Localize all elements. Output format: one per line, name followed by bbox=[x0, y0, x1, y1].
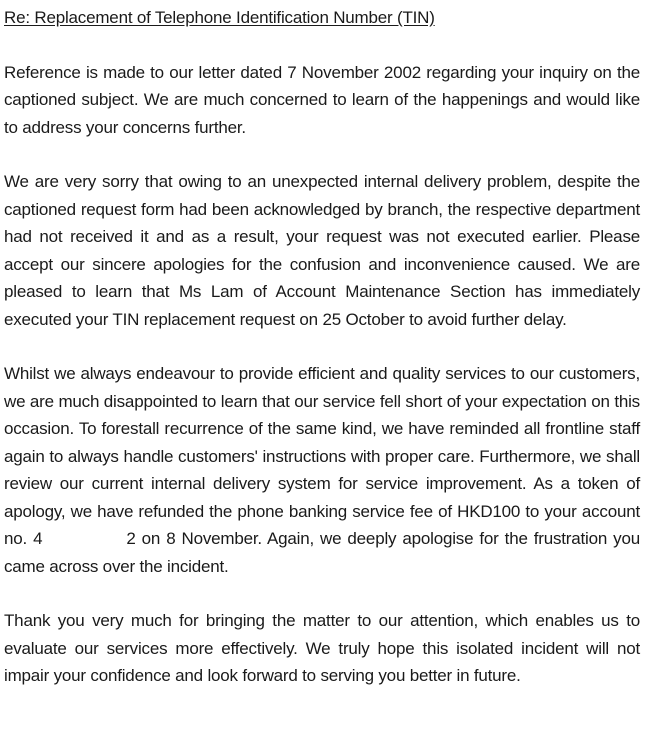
account-number-suffix: 2 bbox=[126, 529, 136, 548]
paragraph-apology: We are very sorry that owing to an unexpected internal delivery problem, despite the captioned request form had been acknowledged by branch, the respective department had not received it and as a result, your request was not executed earlier. Please accept our sincere apologies for the confusion and inconvenience caused. We are pleased to learn that Ms Lam of Account Maintenance Section has immediately executed your TIN replacement request on 25 October to avoid further delay. bbox=[4, 172, 640, 329]
paragraph-service-improvement bbox=[4, 360, 640, 580]
account-number-prefix: 4 bbox=[33, 529, 43, 548]
paragraph-reference: Reference is made to our letter dated 7 November 2002 regarding your inquiry on the captioned subject. We are much concerned to learn of the happenings and would like to address your concerns further. bbox=[4, 62, 640, 137]
paragraph-service-improvement-tail: on 8 November. Again, we deeply apologise for the frustration you came across over the incident. bbox=[4, 529, 640, 576]
paragraph-service-improvement-text: Whilst we always endeavour to provide efficient and quality services to our customers, we are much disappointed to learn that our service fell short of your expectation on this occasion. To forestall recurrence of the same kind, we have reminded all frontline staff again to always handle customers' instructions with proper care. Furthermore, we shall review our current internal delivery system for service improvement. As a token of apology, we have refunded the phone banking service fee of HKD100 to your account no. bbox=[4, 364, 640, 548]
letter-subject: Re: Replacement of Telephone Identification Number (TIN) bbox=[4, 8, 435, 27]
letter-body bbox=[4, 4, 640, 690]
paragraph-closing: Thank you very much for bringing the matter to our attention, which enables us to evaluate our services more effectively. We truly hope this isolated incident will not impair your confidence and look forward to serving you better in future. bbox=[4, 611, 640, 685]
